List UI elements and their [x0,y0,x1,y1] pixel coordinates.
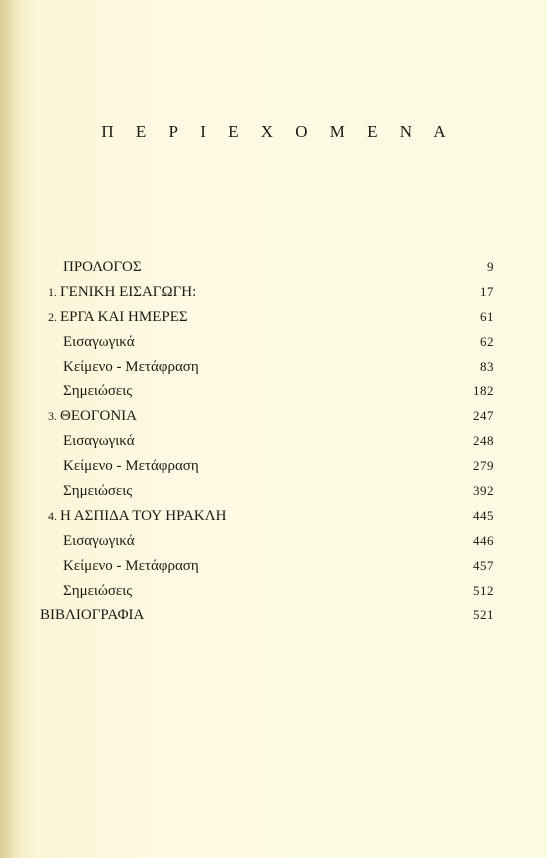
toc-entry-page: 521 [473,607,494,623]
toc-subentry[interactable] [40,558,494,583]
toc-entry-page: 392 [473,483,494,499]
toc-entry-label: ΘΕΟΓΟΝΙΑ [60,408,137,425]
toc-subentry[interactable] [40,533,494,558]
toc-entry-label: ΓΕΝΙΚΗ ΕΙΣΑΓΩΓΗ: [60,283,197,300]
toc-entry-page: 61 [480,308,494,324]
toc-entry-number: 2. [48,309,57,324]
toc-entry-page: 446 [473,532,494,548]
toc-entry-label: Κείμενο - Μετάφραση [63,358,199,375]
toc-entry-number: 3. [48,409,57,424]
toc-entry-prologue[interactable] [40,259,494,284]
toc-entry-label: Εισαγωγικά [63,532,135,549]
toc-entry-page: 182 [473,383,494,399]
toc-entry-works-and-days[interactable] [40,309,494,334]
toc-entry-theogony[interactable] [40,408,494,433]
toc-subentry[interactable] [40,483,494,508]
toc-entry-page: 445 [473,507,494,523]
toc-entry-label: Εισαγωγικά [63,333,135,350]
toc-entry-general-introduction[interactable] [40,284,494,309]
toc-entry-label: ΒΙΒΛΙΟΓΡΑΦΙΑ [40,607,145,624]
toc-entry-page: 247 [473,408,494,424]
toc-subentry[interactable] [40,383,494,408]
toc-entry-page: 62 [480,333,494,349]
toc-subentry[interactable] [40,433,494,458]
toc-entry-page: 512 [473,582,494,598]
toc-entry-label: Σημειώσεις [63,582,133,599]
toc-entry-label: ΠΡΟΛΟΓΟΣ [63,259,142,275]
toc-subentry[interactable] [40,334,494,359]
toc-entry-label: ΕΡΓΑ ΚΑΙ ΗΜΕΡΕΣ [60,308,188,325]
page-title: Π Ε Ρ Ι Ε Χ Ο Μ Ε Ν Α [101,122,455,141]
toc-entry-page: 248 [473,433,494,449]
toc-entry-label: Κείμενο - Μετάφραση [63,458,199,475]
toc-entry-page: 279 [473,458,494,474]
toc-entry-label: Κείμενο - Μετάφραση [63,557,199,574]
toc-entry-label: Η ΑΣΠΙΔΑ ΤΟΥ ΗΡΑΚΛΗ [60,507,227,524]
toc-entry-page: 17 [480,283,494,299]
toc-entry-page: 457 [473,557,494,573]
toc-entry-page: 83 [480,358,494,374]
toc-entry-shield-of-heracles[interactable] [40,508,494,533]
toc-entry-label: Σημειώσεις [63,483,133,500]
toc-entry-number: 1. [48,284,57,299]
toc-entry-label: Εισαγωγικά [63,433,135,450]
toc-entry-bibliography[interactable] [40,607,494,632]
toc-subentry[interactable] [40,583,494,608]
toc-entry-number: 4. [48,508,57,523]
toc-subentry[interactable] [40,458,494,483]
toc-entry-page: 9 [487,259,494,274]
toc-entry-label: Σημειώσεις [63,383,133,400]
table-of-contents [40,259,494,632]
toc-subentry[interactable] [40,359,494,384]
